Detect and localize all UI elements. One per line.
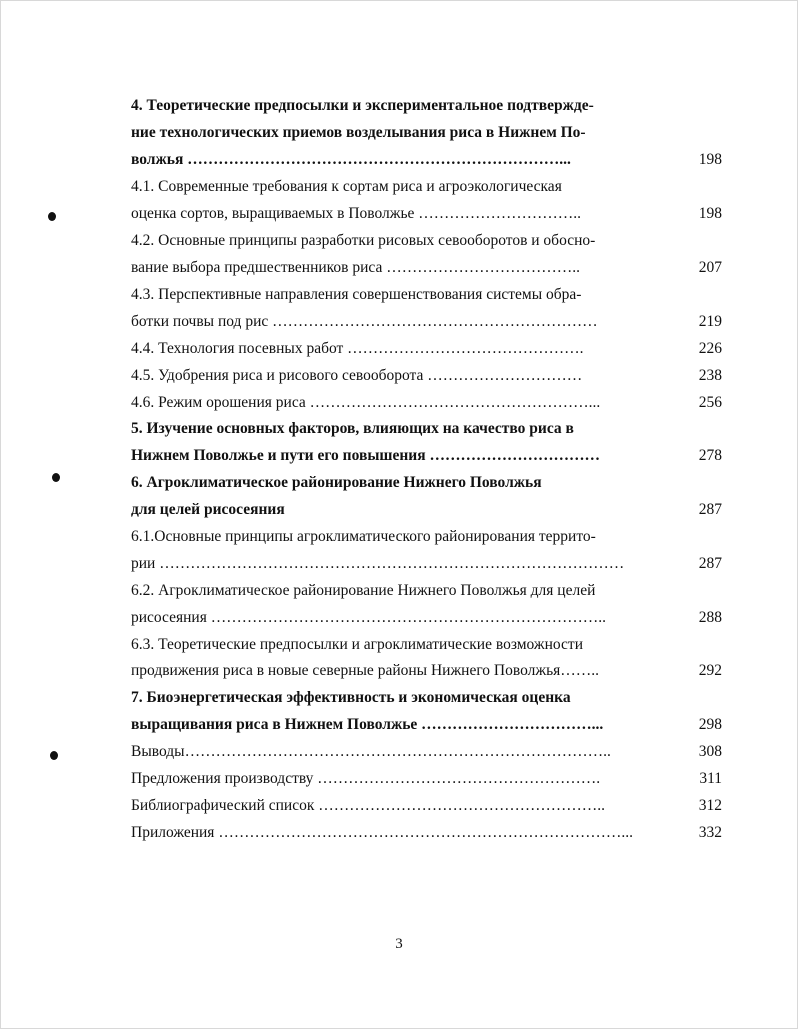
toc-page-number: 226 <box>698 340 722 357</box>
toc-line: 6.2. Агроклиматическое районирование Нижнего Поволжья для целей <box>131 582 596 599</box>
toc-line: 7. Биоэнергетическая эффективность и экономическая оценка <box>131 689 571 706</box>
binder-hole-mark <box>48 212 56 221</box>
toc-line: Предложения производству ………………………………………………. <box>131 770 601 787</box>
toc-line: волжья ………………………………………………………………... <box>131 151 571 168</box>
toc-page-number: 207 <box>698 259 722 276</box>
toc-page-number: 308 <box>698 743 722 760</box>
toc-line: 4.6. Режим орошения риса ………………………………………………... <box>131 394 601 411</box>
toc-line: 6. Агроклиматическое районирование Нижнего Поволжья <box>131 474 542 491</box>
toc-line: продвижения риса в новые северные районы Нижнего Поволжья…….. <box>131 662 600 679</box>
toc-page-number: 292 <box>698 662 722 679</box>
toc-line: 4. Теоретические предпосылки и экспериментальное подтвержде- <box>131 97 594 114</box>
toc-page-number: 198 <box>698 205 722 222</box>
toc-line: ние технологических приемов возделывания риса в Нижнем По- <box>131 124 586 141</box>
binder-hole-mark <box>50 751 58 760</box>
toc-page-number: 287 <box>698 501 722 518</box>
toc-line: 6.3. Теоретические предпосылки и агроклиматические возможности <box>131 636 583 653</box>
toc-page-number: 332 <box>698 824 722 841</box>
toc-page-number: 238 <box>698 367 722 384</box>
toc-line: Приложения ……………………………………………………………………... <box>131 824 633 841</box>
toc-line: Нижнем Поволжье и пути его повышения …………………………… <box>131 447 601 464</box>
toc-line: 5. Изучение основных факторов, влияющих на качество риса в <box>131 420 574 437</box>
toc-line: 4.3. Перспективные направления совершенствования системы обра- <box>131 286 582 303</box>
toc-line: 4.1. Современные требования к сортам риса и агроэкологическая <box>131 178 562 195</box>
toc-line: выращивания риса в Нижнем Поволжье ……………………………... <box>131 716 604 733</box>
toc-page-number: 198 <box>698 151 722 168</box>
toc-page-number: 298 <box>698 716 722 733</box>
toc-page-number: 219 <box>698 313 722 330</box>
toc-line: рисосеяния ………………………………………………………………….. <box>131 609 606 626</box>
toc-line: 4.5. Удобрения риса и рисового севооборота ………………………… <box>131 367 583 384</box>
toc-line: оценка сортов, выращиваемых в Поволжье ………………………….. <box>131 205 582 222</box>
toc-page-number: 311 <box>699 770 722 787</box>
binder-hole-mark <box>52 473 60 482</box>
page-number: 3 <box>395 936 403 952</box>
toc-line: ботки почвы под рис ……………………………………………………… <box>131 313 598 330</box>
toc-line: рии ……………………………………………………………………………… <box>131 555 625 572</box>
toc-line: Библиографический список ……………………………………………….. <box>131 797 605 814</box>
toc-page-number: 256 <box>698 394 722 411</box>
toc-line: 4.2. Основные принципы разработки рисовых севооборотов и обосно- <box>131 232 596 249</box>
toc-page-number: 278 <box>698 447 722 464</box>
toc-line: для целей рисосеяния <box>131 501 285 518</box>
toc-line: 6.1.Основные принципы агроклиматического районирования террито- <box>131 528 596 545</box>
toc-line: вание выбора предшественников риса ……………………………….. <box>131 259 580 276</box>
toc-line: Выводы……………………………………………………………………….. <box>131 743 611 760</box>
toc-line: 4.4. Технология посевных работ ………………………………………. <box>131 340 584 357</box>
toc-page-number: 288 <box>698 609 722 626</box>
toc-page-number: 287 <box>698 555 722 572</box>
toc-page-number: 312 <box>698 797 722 814</box>
